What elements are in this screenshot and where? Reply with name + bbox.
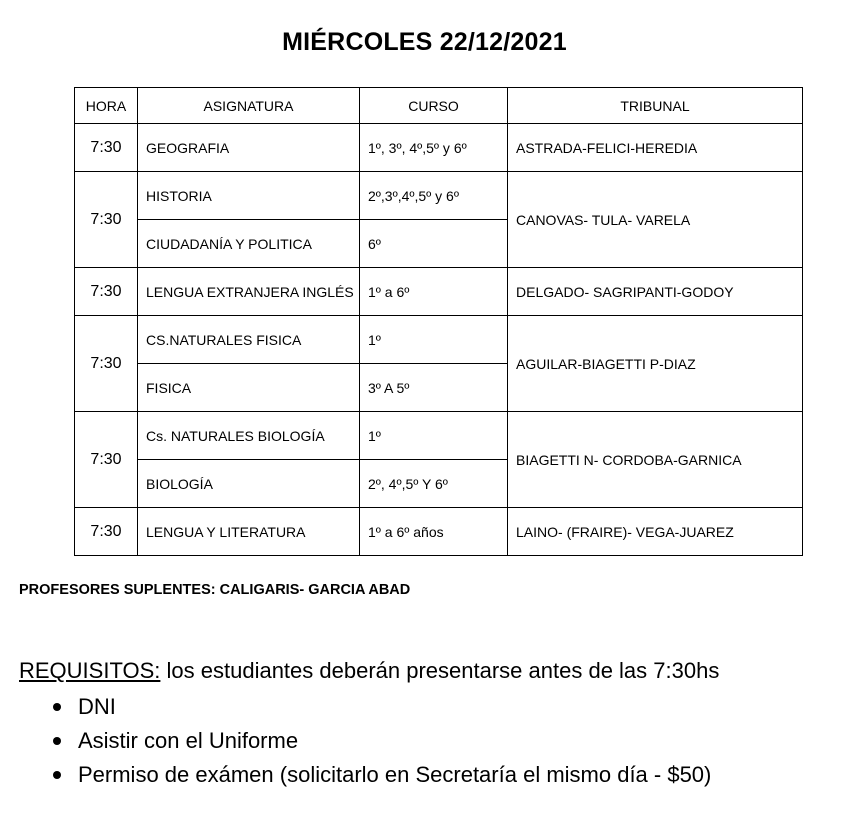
- curso-cell: 1º a 6º años: [360, 508, 508, 556]
- tribunal-cell: BIAGETTI N- CORDOBA-GARNICA: [508, 412, 803, 508]
- curso-cell: 2º, 4º,5º Y 6º: [360, 460, 508, 508]
- asignatura-cell: HISTORIA: [138, 172, 360, 220]
- page-title: MIÉRCOLES 22/12/2021: [282, 28, 567, 56]
- header-hora: HORA: [75, 88, 138, 124]
- requirement-text: Asistir con el Uniforme: [78, 728, 299, 753]
- asignatura-cell: Cs. NATURALES BIOLOGÍA: [138, 412, 360, 460]
- list-item: [40, 724, 711, 758]
- curso-cell: 1º: [360, 412, 508, 460]
- table-row: [75, 172, 803, 220]
- requirements-heading: [19, 658, 719, 684]
- exam-schedule-table: [74, 87, 803, 556]
- table-row: [75, 316, 803, 364]
- requirements-text: los estudiantes deberán presentarse antes de las 7:30hs: [160, 658, 720, 683]
- header-tribunal: TRIBUNAL: [508, 88, 803, 124]
- table-row: [75, 508, 803, 556]
- hora-cell: 7:30: [75, 508, 138, 556]
- list-item: [40, 690, 711, 724]
- table-row: [75, 412, 803, 460]
- table-row: [75, 124, 803, 172]
- curso-cell: 2º,3º,4º,5º y 6º: [360, 172, 508, 220]
- bullet-icon: [53, 737, 61, 745]
- curso-cell: 3º A 5º: [360, 364, 508, 412]
- header-curso: CURSO: [360, 88, 508, 124]
- requirement-text: Permiso de exámen (solicitarlo en Secretaría el mismo día - $50): [78, 762, 712, 787]
- hora-cell: 7:30: [75, 124, 138, 172]
- hora-cell: 7:30: [75, 268, 138, 316]
- hora-cell: 7:30: [75, 412, 138, 508]
- asignatura-cell: LENGUA Y LITERATURA: [138, 508, 360, 556]
- tribunal-cell: DELGADO- SAGRIPANTI-GODOY: [508, 268, 803, 316]
- table-header-row: [75, 88, 803, 124]
- curso-cell: 6º: [360, 220, 508, 268]
- tribunal-cell: CANOVAS- TULA- VARELA: [508, 172, 803, 268]
- curso-cell: 1º: [360, 316, 508, 364]
- requirements-label: REQUISITOS:: [19, 658, 161, 683]
- asignatura-cell: LENGUA EXTRANJERA INGLÉS: [138, 268, 360, 316]
- asignatura-cell: BIOLOGÍA: [138, 460, 360, 508]
- list-item: [40, 758, 711, 792]
- hora-cell: 7:30: [75, 172, 138, 268]
- curso-cell: 1º, 3º, 4º,5º y 6º: [360, 124, 508, 172]
- asignatura-cell: GEOGRAFIA: [138, 124, 360, 172]
- requirements-list: [40, 690, 711, 792]
- table-row: [75, 268, 803, 316]
- bullet-icon: [53, 703, 61, 711]
- asignatura-cell: FISICA: [138, 364, 360, 412]
- tribunal-cell: AGUILAR-BIAGETTI P-DIAZ: [508, 316, 803, 412]
- asignatura-cell: CIUDADANÍA Y POLITICA: [138, 220, 360, 268]
- curso-cell: 1º a 6º: [360, 268, 508, 316]
- tribunal-cell: LAINO- (FRAIRE)- VEGA-JUAREZ: [508, 508, 803, 556]
- tribunal-cell: ASTRADA-FELICI-HEREDIA: [508, 124, 803, 172]
- header-asignatura: ASIGNATURA: [138, 88, 360, 124]
- requirement-text: DNI: [78, 694, 116, 719]
- substitute-teachers-note: PROFESORES SUPLENTES: CALIGARIS- GARCIA ABAD: [19, 582, 411, 598]
- bullet-icon: [53, 771, 61, 779]
- hora-cell: 7:30: [75, 316, 138, 412]
- asignatura-cell: CS.NATURALES FISICA: [138, 316, 360, 364]
